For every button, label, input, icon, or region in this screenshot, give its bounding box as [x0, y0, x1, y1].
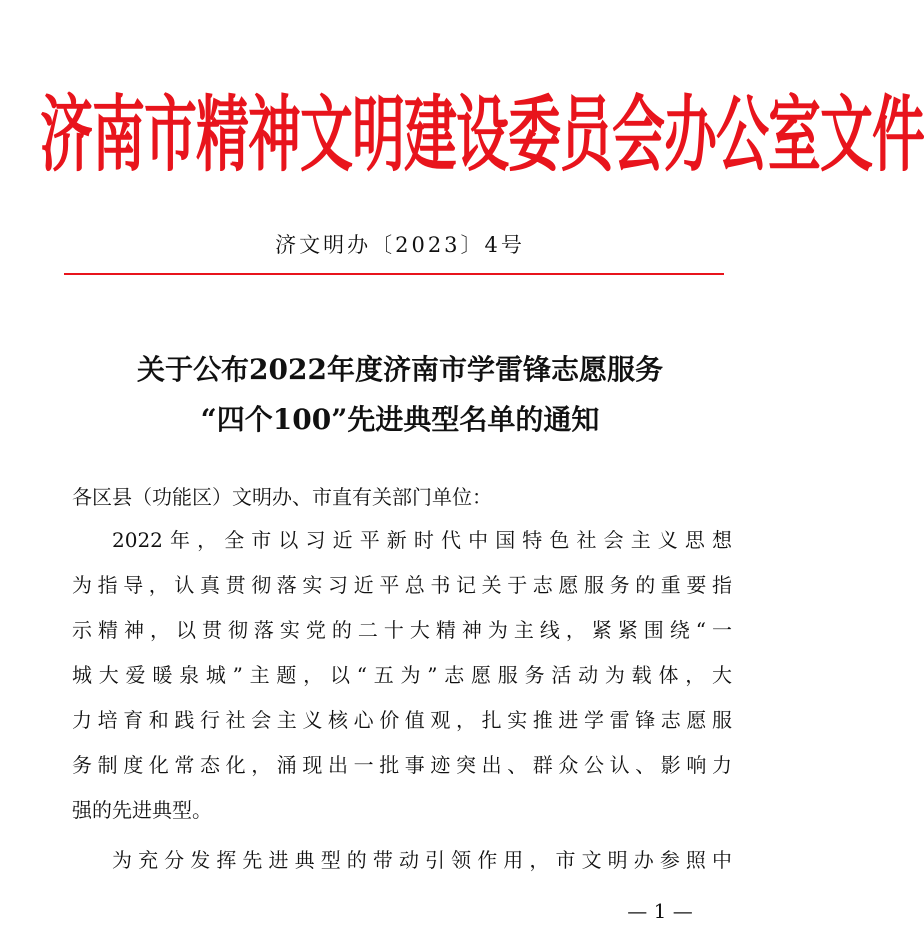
- red-divider-line: [64, 273, 724, 275]
- document-title-line-1: 关于公布2022年度济南市学雷锋志愿服务: [137, 353, 663, 386]
- body-paragraph-1-line-4: 城大爱暖泉城”主题，以“五为”志愿服务活动为载体，大: [72, 663, 732, 687]
- body-paragraph-1-line-7: 强的先进典型。: [72, 798, 212, 822]
- page-number: — 1 —: [627, 899, 693, 923]
- issuer-masthead: 济南市精神文明建设委员会办公室文件: [40, 86, 924, 184]
- body-paragraph-1-line-3: 示精神，以贯彻落实党的二十大精神为主线，紧紧围绕“一: [72, 618, 732, 642]
- body-paragraph-1-line-1: 2022年，全市以习近平新时代中国特色社会主义思想: [112, 528, 732, 552]
- body-paragraph-2-line-1: 为充分发挥先进典型的带动引领作用，市文明办参照中: [112, 848, 732, 872]
- document-title-line-2: “四个100”先进典型名单的通知: [200, 403, 600, 436]
- body-paragraph-1-line-2: 为指导，认真贯彻落实习近平总书记关于志愿服务的重要指: [72, 573, 732, 597]
- document-number: 济文明办〔2023〕4号: [275, 233, 525, 257]
- body-paragraph-1-line-5: 力培育和践行社会主义核心价值观，扎实推进学雷锋志愿服: [72, 708, 732, 732]
- salutation: 各区县（功能区）文明办、市直有关部门单位：: [72, 485, 492, 509]
- body-paragraph-1-line-6: 务制度化常态化，涌现出一批事迹突出、群众公认、影响力: [72, 753, 732, 777]
